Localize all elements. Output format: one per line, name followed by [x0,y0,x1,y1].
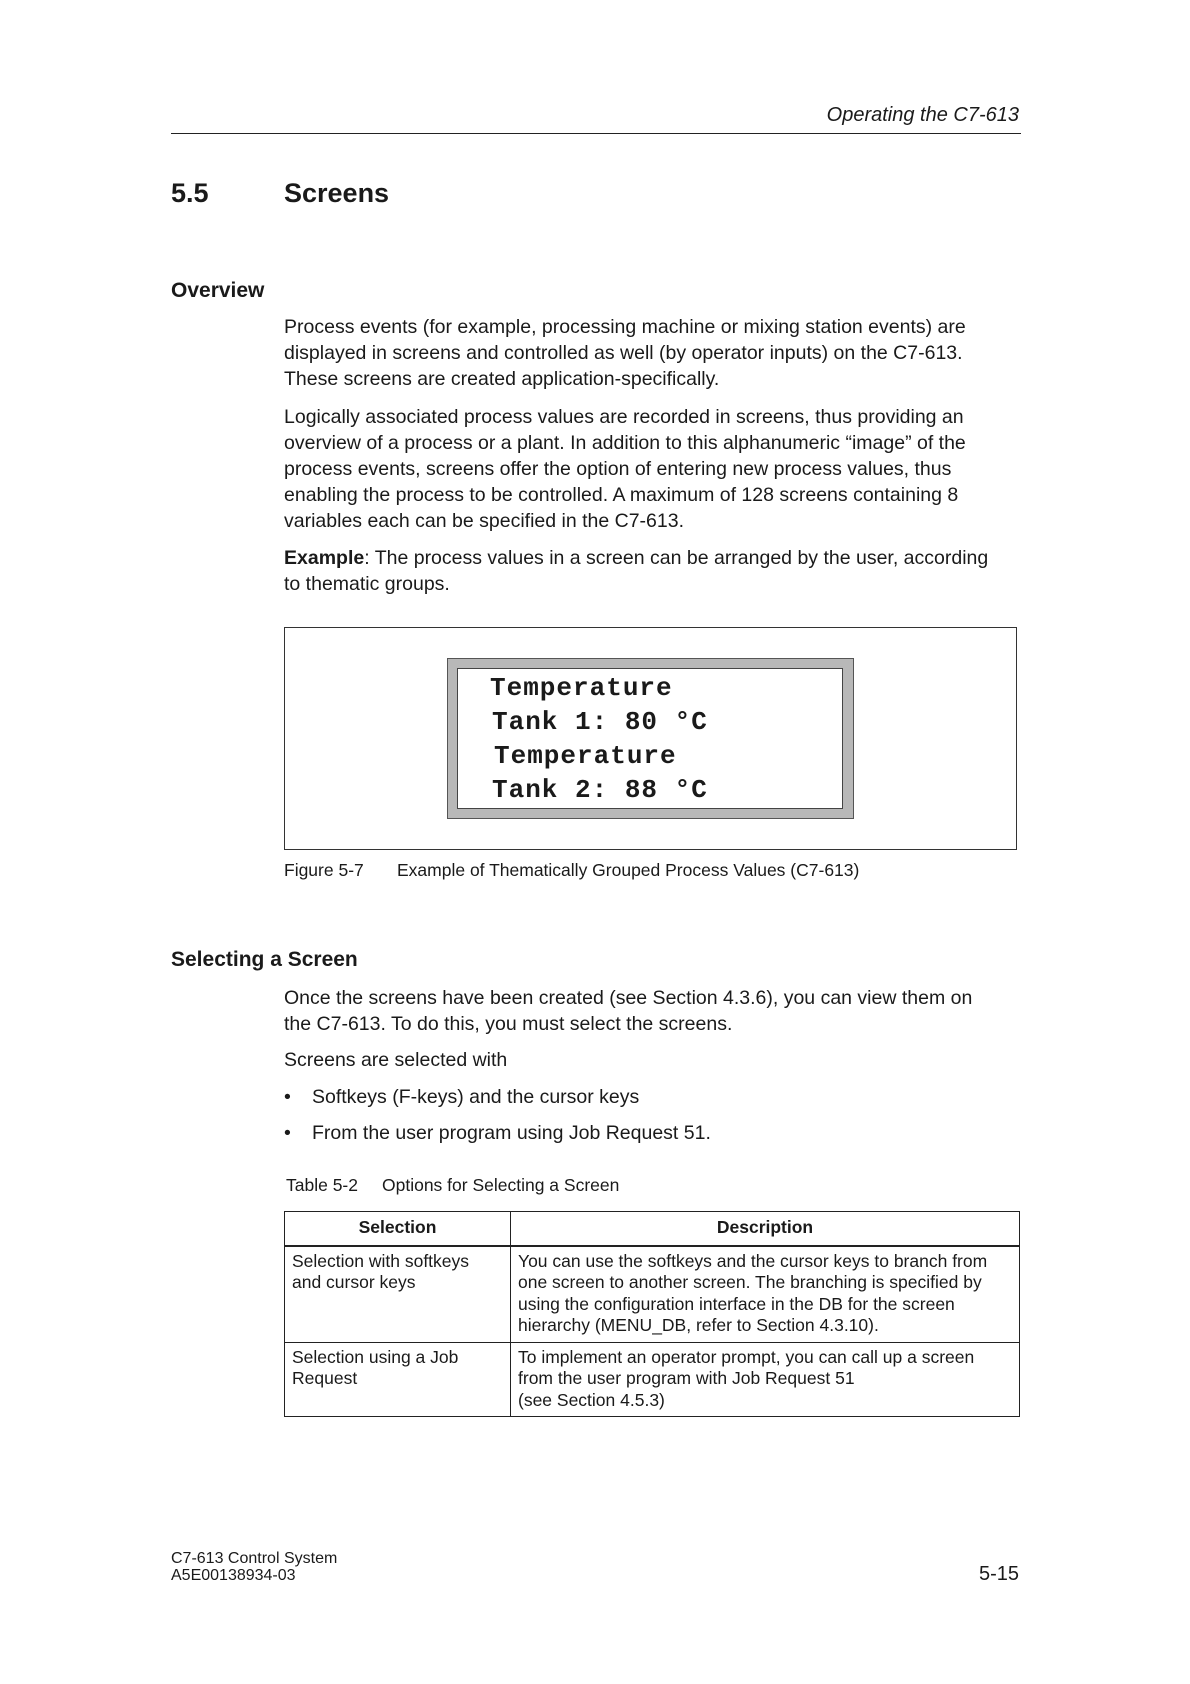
selecting-paragraph [284,985,1024,1037]
table-caption-text: Options for Selecting a Screen [382,1175,620,1195]
cell-line: using the configuration interface in the DB for the screen [518,1293,955,1314]
figure-caption-text: Example of Thematically Grouped Process Values (C7-613) [397,860,860,880]
bullet-item [284,1086,639,1109]
header-rule [171,133,1021,134]
lcd-line-4: Tank 2: 88 °C [492,775,708,805]
text-line: overview of a process or a plant. In addition to this alphanumeric “image” of the [284,432,966,454]
text-line: : The process values in a screen can be arranged by the user, according [364,547,989,569]
cell-line: To implement an operator prompt, you can call up a screen [518,1346,975,1367]
text-line: enabling the process to be controlled. A maximum of 128 screens containing 8 [284,484,959,506]
section-title: Screens [284,178,390,208]
text-line: process events, screens offer the option of entering new process values, thus [284,458,952,480]
cell-line: Selection with softkeys [292,1250,470,1271]
selecting-heading: Selecting a Screen [171,948,358,971]
description-cell [511,1246,1020,1343]
text-line: Logically associated process values are recorded in screens, thus providing an [284,406,964,428]
overview-heading: Overview [171,279,265,302]
footer-doc-number: A5E00138934-03 [171,1567,296,1584]
selecting-intro: Screens are selected with [284,1049,508,1071]
cell-line: (see Section 4.5.3) [518,1389,665,1410]
text-line: Once the screens have been created (see Section 4.3.6), you can view them on [284,987,973,1009]
table-header-row [285,1212,1020,1246]
overview-paragraph-1 [284,314,1024,392]
text-line: displayed in screens and controlled as well (by operator inputs) on the C7-613. [284,342,963,364]
bullet-icon: • [284,1086,291,1108]
column-header-description: Description [511,1212,1020,1246]
example-paragraph [284,545,1024,597]
table-row [285,1246,1020,1343]
bullet-text: Softkeys (F-keys) and the cursor keys [312,1086,640,1108]
table-caption-label: Table 5-2 [286,1175,358,1195]
bullet-icon: • [284,1122,291,1144]
lcd-line-3: Temperature [494,741,677,771]
table-caption [286,1175,619,1196]
lcd-line-1: Temperature [490,673,673,703]
text-line: variables each can be specified in the C7-613. [284,510,684,532]
cell-line: one screen to another screen. The branching is specified by [518,1272,982,1292]
cell-line: Request [292,1368,358,1388]
text-line: Process events (for example, processing machine or mixing station events) are [284,316,966,338]
cell-line: You can use the softkeys and the cursor keys to branch from [518,1250,988,1271]
options-table [284,1211,1020,1417]
column-header-selection: Selection [285,1212,511,1246]
cell-line: and cursor keys [292,1272,416,1292]
example-label: Example [284,547,365,569]
lcd-line-2: Tank 1: 80 °C [492,707,708,737]
page-number: 5-15 [978,1563,1019,1585]
cell-line: from the user program with Job Request 51 [518,1368,855,1388]
section-number: 5.5 [171,178,209,208]
footer-document-info [171,1550,337,1584]
bullet-text: From the user program using Job Request 51. [312,1122,711,1144]
table-row [285,1342,1020,1417]
overview-paragraph-2 [284,404,1024,534]
text-line: These screens are created application-specifically. [284,368,720,390]
cell-line: Selection using a Job [292,1346,459,1367]
selection-cell [285,1342,511,1417]
figure-caption [284,860,859,881]
description-cell [511,1342,1020,1417]
figure-caption-label: Figure 5-7 [284,860,364,880]
text-line: to thematic groups. [284,573,450,595]
text-line: the C7-613. To do this, you must select the screens. [284,1013,733,1035]
cell-line: hierarchy (MENU_DB, refer to Section 4.3.10). [518,1315,879,1335]
selection-cell [285,1246,511,1343]
running-header: Operating the C7-613 [826,104,1019,126]
footer-doc-title: C7-613 Control System [171,1550,338,1567]
bullet-item [284,1122,711,1145]
